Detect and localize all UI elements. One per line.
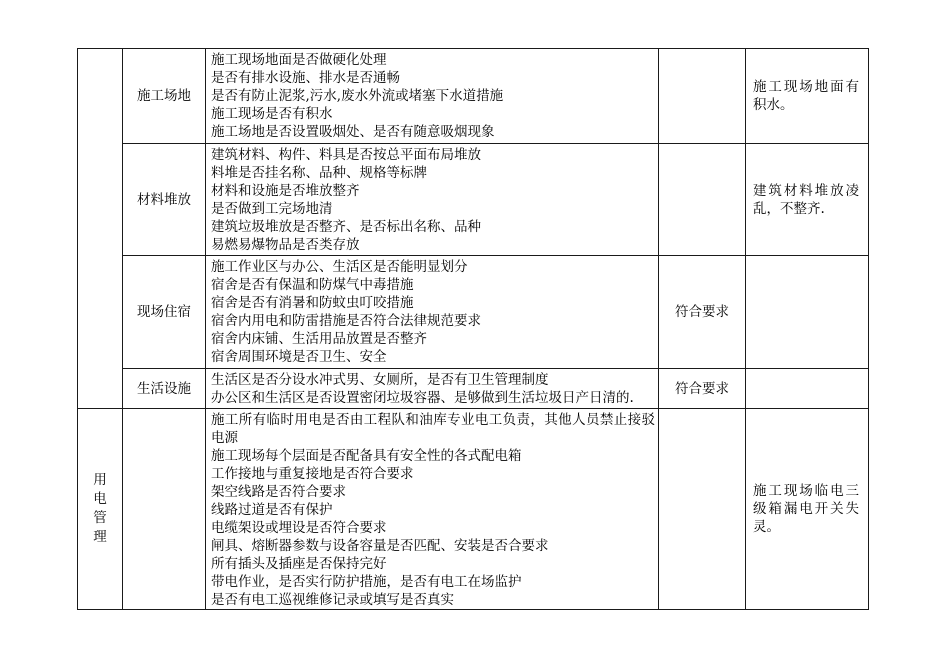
- item-cell: [123, 409, 206, 610]
- check-line: 所有插头及插座是否保持完好: [211, 556, 387, 572]
- check-line: 建筑垃圾堆放是否整齐、是否标出名称、品种: [211, 219, 481, 235]
- check-line: 料堆是否挂名称、品种、规格等标牌: [211, 165, 427, 181]
- result-cell: [659, 369, 746, 409]
- check-line: 架空线路是否符合要求: [211, 484, 346, 500]
- note-cell: [746, 144, 869, 256]
- check-list: [206, 256, 655, 366]
- check-line: 施工现场是否有积水: [211, 106, 333, 122]
- result-cell: [659, 256, 746, 369]
- check-line: 办公区和生活区是否设置密闭垃圾容器、是够做到生活垃圾日产日清的.: [211, 390, 634, 406]
- check-line: 线路过道是否有保护: [211, 502, 333, 518]
- table-row: [78, 369, 869, 409]
- check-list: [206, 409, 655, 609]
- note-cell: [746, 49, 869, 144]
- item-label: 现场住宿: [137, 304, 191, 320]
- category-cell-continued: [78, 49, 123, 409]
- item-cell: [123, 144, 206, 256]
- check-line: 易燃易爆物品是否类存放: [211, 237, 360, 253]
- note-cell: [746, 369, 869, 409]
- table-row: [78, 256, 869, 369]
- check-cell: [206, 369, 659, 409]
- check-line: 建筑材料、构件、料具是否按总平面布局堆放: [211, 147, 481, 163]
- category-cell: [78, 409, 123, 610]
- check-line: 是否做到工完场地清: [211, 201, 333, 217]
- result-cell: [659, 409, 746, 610]
- note-text: 施工现场临电三级箱漏电开关失灵。: [753, 483, 859, 535]
- check-line: 宿舍内床铺、生活用品放置是否整齐: [211, 331, 427, 347]
- item-cell: [123, 369, 206, 409]
- check-line: 宿舍内用电和防雷措施是否符合法律规范要求: [211, 313, 481, 329]
- check-line: 宿舍是否有保温和防煤气中毒措施: [211, 277, 414, 293]
- note-cell: [746, 256, 869, 369]
- note-text: 建筑材料堆放凌乱，不整齐.: [753, 182, 859, 217]
- check-line: 是否有电工巡视维修记录或填写是否真实: [211, 592, 454, 608]
- check-line: 材料和设施是否堆放整齐: [211, 183, 360, 199]
- check-line: 带电作业，是否实行防护措施，是否有电工在场监护: [211, 574, 522, 590]
- check-line: 施工作业区与办公、生活区是否能明显划分: [211, 259, 468, 275]
- check-cell: [206, 144, 659, 256]
- check-line: 施工所有临时用电是否由工程队和油库专业电工负责，其他人员禁止接驳电源: [211, 412, 655, 446]
- check-line: 是否有防止泥浆,污水,废水外流或堵塞下水道措施: [211, 88, 504, 104]
- check-list: [206, 144, 655, 254]
- item-label: 施工场地: [137, 88, 191, 104]
- check-line: 宿舍是否有消暑和防蚊虫叮咬措施: [211, 295, 414, 311]
- check-line: 宿舍周围环境是否卫生、安全: [211, 349, 387, 365]
- check-line: 闸具、熔断器参数与设备容量是否匹配、安装是否合要求: [211, 538, 549, 554]
- check-list: [206, 49, 655, 141]
- note-text: 施工现场地面有积水。: [753, 79, 859, 113]
- inspection-table: [77, 48, 869, 610]
- item-cell: [123, 49, 206, 144]
- check-line: 施工现场地面是否做硬化处理: [211, 52, 387, 68]
- table-row: [78, 144, 869, 256]
- category-label: 用电管理: [93, 472, 107, 545]
- table-row: [78, 49, 869, 144]
- check-line: 施工现场每个层面是否配备具有安全性的各式配电箱: [211, 448, 522, 464]
- check-line: 工作接地与重复接地是否符合要求: [211, 466, 414, 482]
- result-text: 符合要求: [675, 304, 729, 320]
- result-cell: [659, 49, 746, 144]
- check-line: 是否有排水设施、排水是否通畅: [211, 70, 400, 86]
- item-label: 生活设施: [137, 380, 191, 397]
- item-label: 材料堆放: [137, 191, 191, 208]
- result-text: 符合要求: [675, 380, 729, 397]
- note-cell: [746, 409, 869, 610]
- check-cell: [206, 409, 659, 610]
- check-line: 施工场地是否设置吸烟处、是否有随意吸烟现象: [211, 124, 495, 140]
- result-cell: [659, 144, 746, 256]
- check-line: 电缆架设或埋设是否符合要求: [211, 520, 387, 536]
- table-row: [78, 409, 869, 610]
- check-cell: [206, 256, 659, 369]
- check-cell: [206, 49, 659, 144]
- item-cell: [123, 256, 206, 369]
- check-line: 生活区是否分设水冲式男、女厕所，是否有卫生管理制度: [211, 372, 549, 388]
- check-list: [206, 369, 655, 407]
